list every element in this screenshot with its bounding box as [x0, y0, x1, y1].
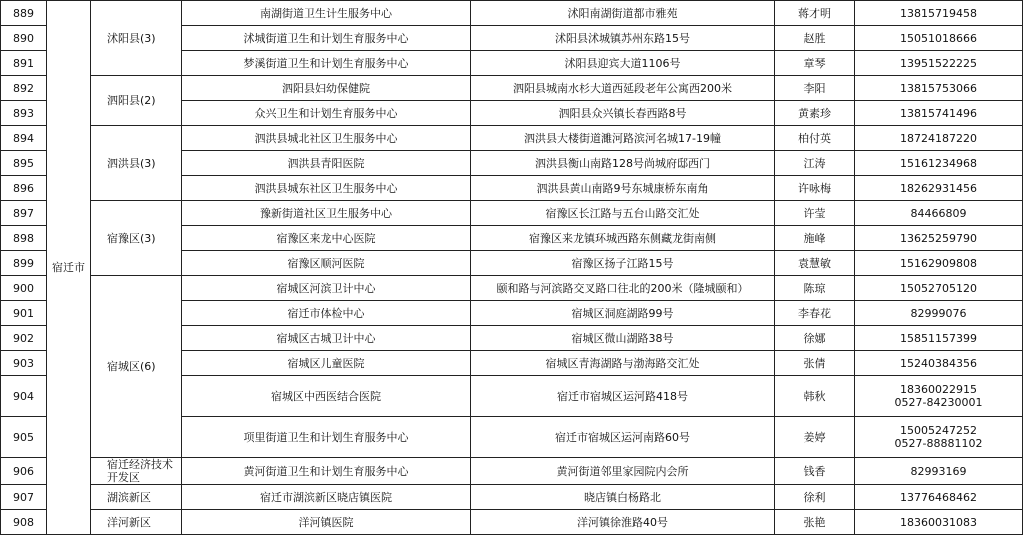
phone-cell [855, 101, 1023, 126]
facility-address: 洋河镇徐淮路40号 [471, 510, 775, 535]
table-row [1, 510, 1023, 535]
contact-person: 钱香 [775, 458, 855, 485]
facility-address: 宿迁市宿城区运河南路60号 [471, 417, 775, 458]
row-number: 908 [1, 510, 47, 535]
phone-cell [855, 76, 1023, 101]
phone-cell [855, 26, 1023, 51]
phone-number: 18262931456 [900, 181, 977, 195]
facility-address: 泗洪县大楼街道濉河路滨河名城17-19幢 [471, 126, 775, 151]
row-number: 906 [1, 458, 47, 485]
table-row [1, 1, 1023, 26]
phone-cell [855, 351, 1023, 376]
facility-address: 沭阳县沭城镇苏州东路15号 [471, 26, 775, 51]
phone-number: 15162909808 [900, 256, 977, 270]
contact-person: 章琴 [775, 51, 855, 76]
county-cell [91, 458, 182, 485]
contact-person: 赵胜 [775, 26, 855, 51]
facility-address: 泗阳县城南水杉大道西延段老年公寓西200米 [471, 76, 775, 101]
phone-number: 15051018666 [900, 31, 977, 45]
phone-cell [855, 510, 1023, 535]
contact-person: 柏付英 [775, 126, 855, 151]
phone-cell [855, 151, 1023, 176]
county-label: 宿迁经济技术开发区 [107, 458, 173, 484]
phone-number: 13815741496 [900, 106, 977, 120]
phone-number: 82999076 [910, 306, 967, 320]
contact-person: 姜婷 [775, 417, 855, 458]
row-number: 899 [1, 251, 47, 276]
row-number: 897 [1, 201, 47, 226]
facility-name: 宿豫区顺河医院 [182, 251, 471, 276]
facility-name: 洋河镇医院 [182, 510, 471, 535]
phone-number-secondary: 0527-88881102 [894, 437, 983, 450]
facility-address: 颐和路与河滨路交叉路口往北的200米（隆城颐和） [471, 276, 775, 301]
phone-cell [855, 176, 1023, 201]
row-number: 903 [1, 351, 47, 376]
phone-cell [855, 251, 1023, 276]
facility-name: 众兴卫生和计划生育服务中心 [182, 101, 471, 126]
row-number: 901 [1, 301, 47, 326]
row-number: 900 [1, 276, 47, 301]
phone-number: 15005247252 [900, 424, 977, 437]
facility-name: 泗洪县青阳医院 [182, 151, 471, 176]
phone-cell [855, 226, 1023, 251]
phone-number: 15052705120 [900, 281, 977, 295]
contact-person: 许咏梅 [775, 176, 855, 201]
facility-name: 宿城区古城卫计中心 [182, 326, 471, 351]
facility-address: 宿迁市宿城区运河路418号 [471, 376, 775, 417]
contact-person: 李阳 [775, 76, 855, 101]
phone-cell [855, 51, 1023, 76]
contact-person: 李春花 [775, 301, 855, 326]
facility-name: 南湖街道卫生计生服务中心 [182, 1, 471, 26]
phone-number: 13815719458 [900, 6, 977, 20]
phone-cell [855, 1, 1023, 26]
phone-cell [855, 485, 1023, 510]
facility-address: 宿豫区扬子江路15号 [471, 251, 775, 276]
phone-number: 13776468462 [900, 490, 977, 504]
phone-cell [855, 301, 1023, 326]
county-cell: 宿豫区(3) [91, 201, 182, 276]
contact-person: 韩秋 [775, 376, 855, 417]
table-row [1, 201, 1023, 226]
contact-person: 徐利 [775, 485, 855, 510]
phone-cell [855, 276, 1023, 301]
facility-name: 宿城区儿童医院 [182, 351, 471, 376]
facility-address: 宿豫区长江路与五台山路交汇处 [471, 201, 775, 226]
contact-person: 袁慧敏 [775, 251, 855, 276]
row-number: 889 [1, 1, 47, 26]
table-body [1, 1, 1023, 535]
facility-name: 梦溪街道卫生和计划生育服务中心 [182, 51, 471, 76]
facility-name: 宿城区河滨卫计中心 [182, 276, 471, 301]
row-number: 907 [1, 485, 47, 510]
table-row [1, 76, 1023, 101]
facility-address: 沭阳县迎宾大道1106号 [471, 51, 775, 76]
contact-person: 黄素珍 [775, 101, 855, 126]
phone-number-secondary: 0527-84230001 [894, 396, 983, 409]
phone-number: 13951522225 [900, 56, 977, 70]
row-number: 898 [1, 226, 47, 251]
phone-cell [855, 126, 1023, 151]
facility-name: 沭城街道卫生和计划生育服务中心 [182, 26, 471, 51]
row-number: 890 [1, 26, 47, 51]
facility-address: 宿豫区来龙镇环城西路东侧藏龙街南侧 [471, 226, 775, 251]
county-cell: 宿城区(6) [91, 276, 182, 458]
phone-cell [855, 326, 1023, 351]
facility-name: 泗洪县城东社区卫生服务中心 [182, 176, 471, 201]
facility-name: 宿迁市体检中心 [182, 301, 471, 326]
county-cell: 洋河新区 [91, 510, 182, 535]
facility-address: 宿城区洞庭湖路99号 [471, 301, 775, 326]
table-row [1, 485, 1023, 510]
phone-number: 18360022915 [900, 383, 977, 396]
contact-person: 施峰 [775, 226, 855, 251]
row-number: 902 [1, 326, 47, 351]
row-number: 905 [1, 417, 47, 458]
phone-number: 15851157399 [900, 331, 977, 345]
facility-address: 宿城区微山湖路38号 [471, 326, 775, 351]
phone-number: 15161234968 [900, 156, 977, 170]
phone-number: 84466809 [910, 206, 967, 220]
phone-cell [855, 376, 1023, 417]
facility-address: 晓店镇白杨路北 [471, 485, 775, 510]
phone-number: 13815753066 [900, 81, 977, 95]
contact-person: 许莹 [775, 201, 855, 226]
row-number: 904 [1, 376, 47, 417]
table-row [1, 458, 1023, 485]
phone-number: 15240384356 [900, 356, 977, 370]
contact-person: 徐娜 [775, 326, 855, 351]
contact-person: 张倩 [775, 351, 855, 376]
phone-number: 18724187220 [900, 131, 977, 145]
facility-name: 泗洪县城北社区卫生服务中心 [182, 126, 471, 151]
facility-address: 泗阳县众兴镇长春西路8号 [471, 101, 775, 126]
facility-address: 黄河街道邻里家园院内会所 [471, 458, 775, 485]
county-cell: 泗阳县(2) [91, 76, 182, 126]
row-number: 894 [1, 126, 47, 151]
county-cell: 泗洪县(3) [91, 126, 182, 201]
county-cell: 沭阳县(3) [91, 1, 182, 76]
facility-address: 沭阳南湖街道都市雅苑 [471, 1, 775, 26]
facility-name: 宿城区中西医结合医院 [182, 376, 471, 417]
city-cell: 宿迁市 [47, 1, 91, 535]
row-number: 896 [1, 176, 47, 201]
facility-name: 泗阳县妇幼保健院 [182, 76, 471, 101]
contact-person: 蒋才明 [775, 1, 855, 26]
phone-cell [855, 201, 1023, 226]
phone-number: 82993169 [910, 464, 967, 478]
county-cell: 湖滨新区 [91, 485, 182, 510]
table-row [1, 126, 1023, 151]
contact-person: 陈琼 [775, 276, 855, 301]
contact-person: 张艳 [775, 510, 855, 535]
phone-cell [855, 417, 1023, 458]
facility-name: 黄河街道卫生和计划生育服务中心 [182, 458, 471, 485]
facility-name: 宿迁市湖滨新区晓店镇医院 [182, 485, 471, 510]
facility-name: 宿豫区来龙中心医院 [182, 226, 471, 251]
row-number: 891 [1, 51, 47, 76]
phone-number: 13625259790 [900, 231, 977, 245]
facility-address: 泗洪县衡山南路128号尚城府邸西门 [471, 151, 775, 176]
phone-number: 18360031083 [900, 515, 977, 529]
facility-name: 豫新街道社区卫生服务中心 [182, 201, 471, 226]
table-row [1, 276, 1023, 301]
contact-person: 江涛 [775, 151, 855, 176]
facility-address: 宿城区青海湖路与渤海路交汇处 [471, 351, 775, 376]
row-number: 895 [1, 151, 47, 176]
facility-name: 项里街道卫生和计划生育服务中心 [182, 417, 471, 458]
row-number: 893 [1, 101, 47, 126]
phone-cell [855, 458, 1023, 485]
facility-address: 泗洪县黄山南路9号东城康桥东南角 [471, 176, 775, 201]
row-number: 892 [1, 76, 47, 101]
